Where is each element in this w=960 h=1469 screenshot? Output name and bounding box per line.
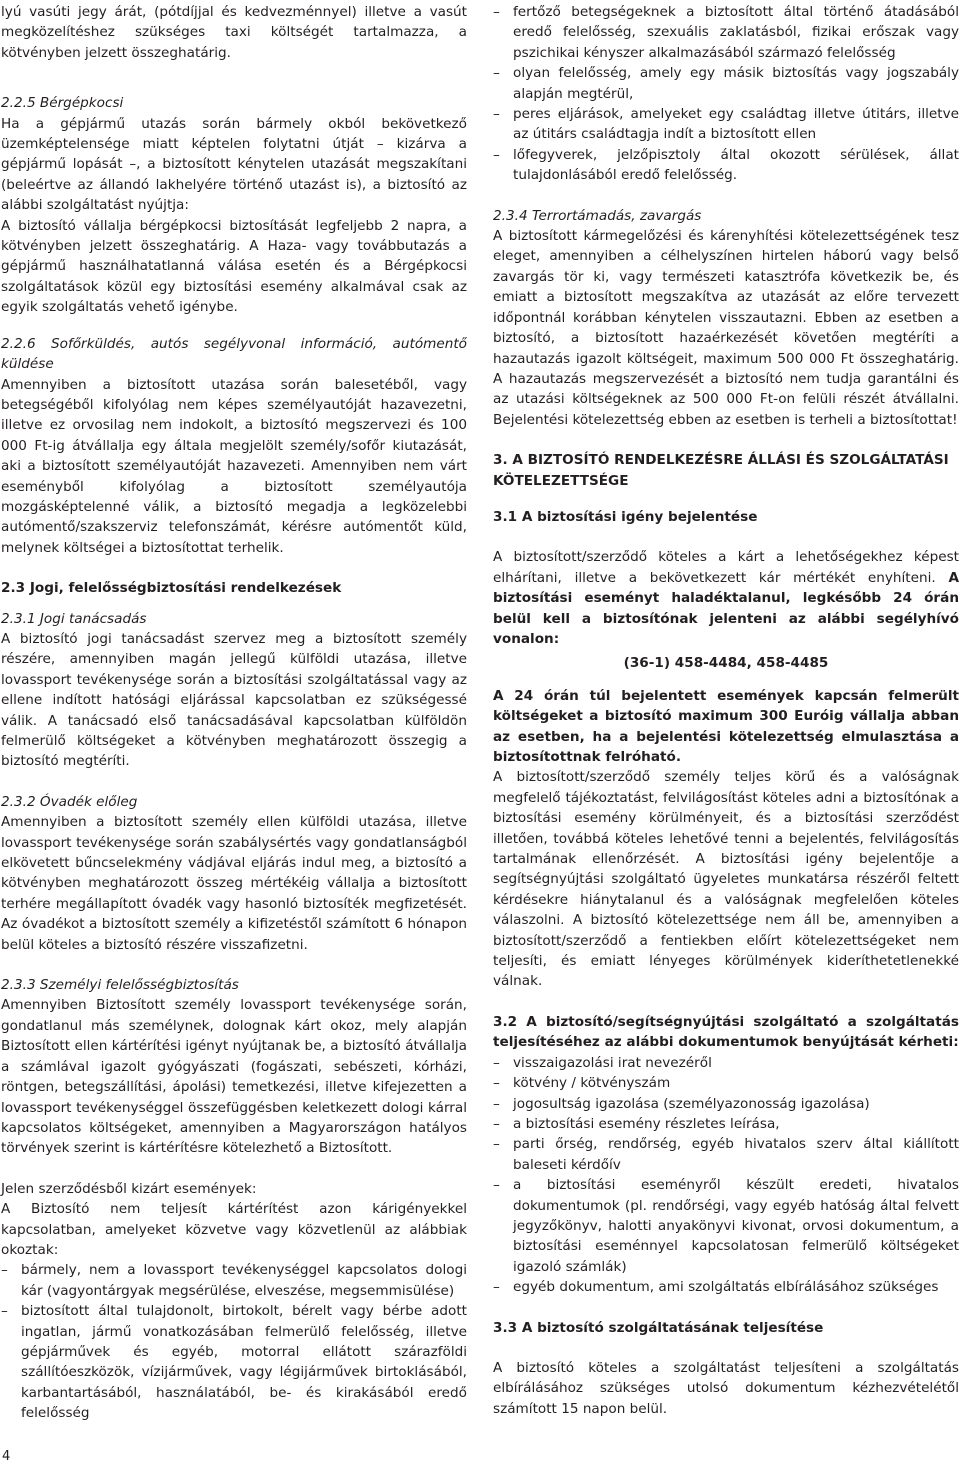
section-3-3-paragraph: A biztosító köteles a szolgáltatást teljesíteni a szolgáltatás elbírálásához szükséges utolsó dokumentum kézhezvételétől számított 15 napon belül. bbox=[493, 1359, 959, 1417]
section-3-title: 3. A BIZTOSÍTÓ RENDELKEZÉSRE ÁLLÁSI ÉS SZOLGÁLTATÁSI KÖTELEZETTSÉGE bbox=[493, 452, 949, 489]
section-3-2-title: 3.2 A biztosító/segítségnyújtási szolgáltató a szolgáltatás teljesítéséhez az alábbi dokumentumok benyújtását kérheti: bbox=[493, 1013, 959, 1051]
section-3-1-title: 3.1 A biztosítási igény bejelentése bbox=[493, 508, 758, 525]
section-2-3-4-title: 2.3.4 Terrortámadás, zavargás bbox=[493, 207, 702, 224]
section-2-3-2-title: 2.3.2 Óvadék előleg bbox=[1, 793, 138, 810]
list-item: – kötvény / kötvényszám bbox=[493, 1073, 959, 1093]
section-2-3-4-paragraph: A biztosított kármegelőzési és kárenyhítési kötelezettségének tesz eleget, amennyiben a célhelyszínen hirtelen háború vagy belső zavargás tör ki, vagy természeti katasztrófa következik be, és emiatt a biztosított megszakítva az utazását az előre tervezett időpontnál korábban kénytelen visszautazni. Ebben az esetben a biztosító, a biztosított hazaérkezését követően megtéríti a hazautazás igazolt költségeit, maximum 500 000 Ft összeghatárig. A hazautazás megszervezését a biztosító nem tudja garantálni és az utazási költségeknek az 500 000 Ft-on felüli részét átvállalni. Bejelentési kötelezettség ebben az esetben is terheli a biztosítottat! bbox=[493, 228, 959, 428]
section-3-1-emphasis: A biztosítási eseményt haladéktalanul, legkésőbb 24 órán belül kell a biztosítónak jelenteni az alábbi segélyhívó vonalon: bbox=[493, 569, 959, 647]
list-item: – olyan felelősség, amely egy másik biztosítás vagy jogszabály alapján megtérül, bbox=[493, 63, 959, 104]
section-3-1-paragraph-3: A biztosított/szerződő személy teljes körű és a valóságnak megfelelő tájékoztatást, felvilágosítást köteles adni a biztosítónak a biztosítási esemény körülményeit, és a biztosítási szerződést illetően, továbbá köteles lehetővé tenni a bejelentés, felvilágosítás tartalmának ellenőrzését. A biztosítási igény bejelentője a segítségnyújtási szolgáltató ügyeletes munkatársa részéről feltett kérdésekre hiánytalanul és a valóságnak megfelelően köteles válaszolni. A biztosító kötelezettsége nem áll be, amennyiben a biztosított/szerződő a fentiekben előírt kötelezettségeket nem teljesíti, és emiatt lényeges körülmények kideríthetetlenekké válnak. bbox=[493, 769, 959, 990]
section-3-1-text: A biztosított/szerződő köteles a kárt a lehetőségekhez képest elhárítani, illetve a bekövetkezett kár mértékét enyhíteni. bbox=[493, 549, 959, 586]
list-item: – lőfegyverek, jelzőpisztoly által okozott sérülések, állat tulajdonlásából eredő felelősség. bbox=[493, 145, 959, 186]
list-item: – biztosított által tulajdonolt, birtokolt, bérelt vagy bérbe adott ingatlan, jármű vonatkozásában felmerülő felelősség, illetve gépjárművek és egyéb, motorral ellátott szárazföldi szállítóeszközök, vízijárművek, vagy légijárművek birtoklásából, karbantartásából, használatából, be- és kirakásából eredő felelősség bbox=[1, 1301, 467, 1423]
exclusions-paragraph: A Biztosító nem teljesít kártérítést azon kárigényekkel kapcsolatban, amelyeket közvetve vagy közvetlenül az alábbiak okoztak: bbox=[1, 1201, 467, 1258]
list-item: – a biztosítási eseményről készült eredeti, hivatalos dokumentumok (pl. rendőrségi, vagy egyéb hatóság által felvett jegyzőkönyv, halotti anyakönyvi kivonat, orvosi dokumentum, a biztosítási eseménnyel kapcsolatosan felmerülő költségeket igazoló számlák) bbox=[493, 1175, 959, 1277]
section-3-3-title: 3.3 A biztosító szolgáltatásának teljesítése bbox=[493, 1319, 824, 1336]
section-2-2-6-paragraph: Amennyiben a biztosított utazása során balesetéből, vagy betegségéből kifolyólag nem képes személyautóját hazavezetni, illetve ez orvosilag nem indokolt, a biztosító megszervezi és 100 000 Ft-ig átvállalja egy általa megjelölt személy/sofőr kiutazását, aki a biztosított személyautóját hazavezeti. Amennyiben nem várt eseményből kifolyólag a biztosított személyautója mozgásképtelenné válik, a biztosító megadja a legközelebbi autómentő/szakszerviz telefonszámát, kérésre autómentőt küld, melynek költségei a biztosítottat terhelik. bbox=[1, 376, 467, 556]
section-2-3-1-paragraph: A biztosító jogi tanácsadást szervez meg a biztosított személy részére, amennyiben magán jellegű külföldi utazása, illetve lovassport tevékenysége során a biztosítási szolgáltatással vagy az ellene indított hatósági eljárással kapcsolatban ez szükségessé válik. A tanácsadó első tanácsadásával kapcsolatban külföldön felmerülő költségeket a kötvényben meghatározott összegig a biztosító megtéríti. bbox=[1, 630, 467, 770]
section-3-1-paragraph-2: A 24 órán túl bejelentett események kapcsán felmerült költségeket a biztosító maximum 300 Euróig vállalja abban az esetben, ha a bejelentési kötelezettség elmulasztása a biztosítottnak felróható. bbox=[493, 687, 959, 765]
intro-paragraph: lyú vasúti jegy árát, (pótdíjjal és kedvezménnyel) illetve a vasút megközelítéshez szükséges taxi költségét tartalmazza, a kötvényben jelzett összeghatárig. bbox=[1, 4, 467, 61]
hotline-phone-numbers: (36-1) 458-4484, 458-4485 bbox=[623, 655, 829, 672]
section-2-2-6-title: 2.2.6 Sofőrküldés, autós segélyvonal információ, autómentő küldése bbox=[1, 335, 467, 373]
right-column bbox=[493, 2, 959, 1419]
exclusions-title: Jelen szerződésből kizárt események: bbox=[1, 1180, 257, 1197]
section-2-3-3-paragraph: Amennyiben Biztosított személy lovassport tevékenysége során, gondatlanul más személynek, dolognak kárt okoz, mely alapján Biztosított ellen kártérítési igényt nyújtanak be, a biztosító átvállalja a számlával igazolt gyógyászati (fogászati, sebészeti, kórházi, röntgen, betegszállítási, ápolási) temetkezési, illetve kifejezetten a lovassport tevékenységgel összefüggésben keletkezett dologi kárral kapcsolatos költségeket, amennyiben a Magyarországon hatályos törvények szerint is kártérítésre kötelezhető a Biztosított. bbox=[1, 997, 467, 1157]
page-number: 4 bbox=[2, 1449, 11, 1464]
list-item: – egyéb dokumentum, ami szolgáltatás elbírálásához szükséges bbox=[493, 1277, 959, 1297]
section-2-3-2-paragraph: Amennyiben a biztosított személy ellen külföldi utazása, illetve lovassport tevékenysége során szabálysértés vagy gondatlanságból elkövetett bűncselekmény vádjával eljárás indul meg, a biztosító a kötvényben meghatározott összeg mértékéig vállalja a biztosított terhére megállapított óvadék vagy hasonló biztosíték megfizetését. Az óvadékot a biztosított személy a kifizetéstől számított 6 hónapon belül köteles a biztosító részére visszafizetni. bbox=[1, 814, 467, 953]
section-2-2-5-paragraph-2: A biztosító vállalja bérgépkocsi biztosítását legfeljebb 2 napra, a kötvényben jelzett összeghatárig. A Haza- vagy továbbutazás a gépjármű használhatatlanná válása esetén és a Bérgépkocsi szolgáltatások közül egy biztosítási esemény alkalmával csak az egyik szolgáltatás vehető igénybe. bbox=[1, 217, 467, 316]
list-item: – a biztosítási esemény részletes leírása, bbox=[493, 1114, 959, 1134]
list-item: – visszaigazolási irat nevezéről bbox=[493, 1053, 959, 1073]
left-column bbox=[1, 2, 467, 1424]
list-item: – parti őrség, rendőrség, egyéb hivatalos szerv által kiállított baleseti kérdőív bbox=[493, 1134, 959, 1175]
section-2-2-5-title: 2.2.5 Bérgépkocsi bbox=[1, 95, 124, 112]
section-2-3-3-title: 2.3.3 Személyi felelősségbiztosítás bbox=[1, 977, 239, 994]
list-item: – jogosultság igazolása (személyazonosság igazolása) bbox=[493, 1094, 959, 1114]
section-2-3-title: 2.3 Jogi, felelősségbiztosítási rendelkezések bbox=[1, 580, 342, 597]
section-2-3-1-title: 2.3.1 Jogi tanácsadás bbox=[1, 610, 147, 627]
list-item: – peres eljárások, amelyeket egy családtag illetve útitárs, illetve az útitárs családtagja indít a biztosított ellen bbox=[493, 104, 959, 145]
list-item: – fertőző betegségeknek a biztosított által történő átadásából eredő felelősség, szexuális zaklatásból, fizikai erőszak vagy pszichikai kényszer alkalmazásából származó felelősség bbox=[493, 2, 959, 63]
section-3-1-paragraph-1 bbox=[493, 547, 959, 649]
section-2-2-5-paragraph-1: Ha a gépjármű utazás során bármely okból bekövetkező üzemképtelensége miatt képtelen folytatni útját – kizárva a gépjármű lopását –, a biztosított kénytelen utazását megszakítani (beleértve az állandó lakhelyére történő utazást is), a biztosító az alábbi szolgáltatást nyújtja: bbox=[1, 115, 467, 214]
list-item: – bármely, nem a lovassport tevékenységgel kapcsolatos dologi kár (vagyontárgyak megsérülése, elveszése, megsemmisülése) bbox=[1, 1260, 467, 1301]
